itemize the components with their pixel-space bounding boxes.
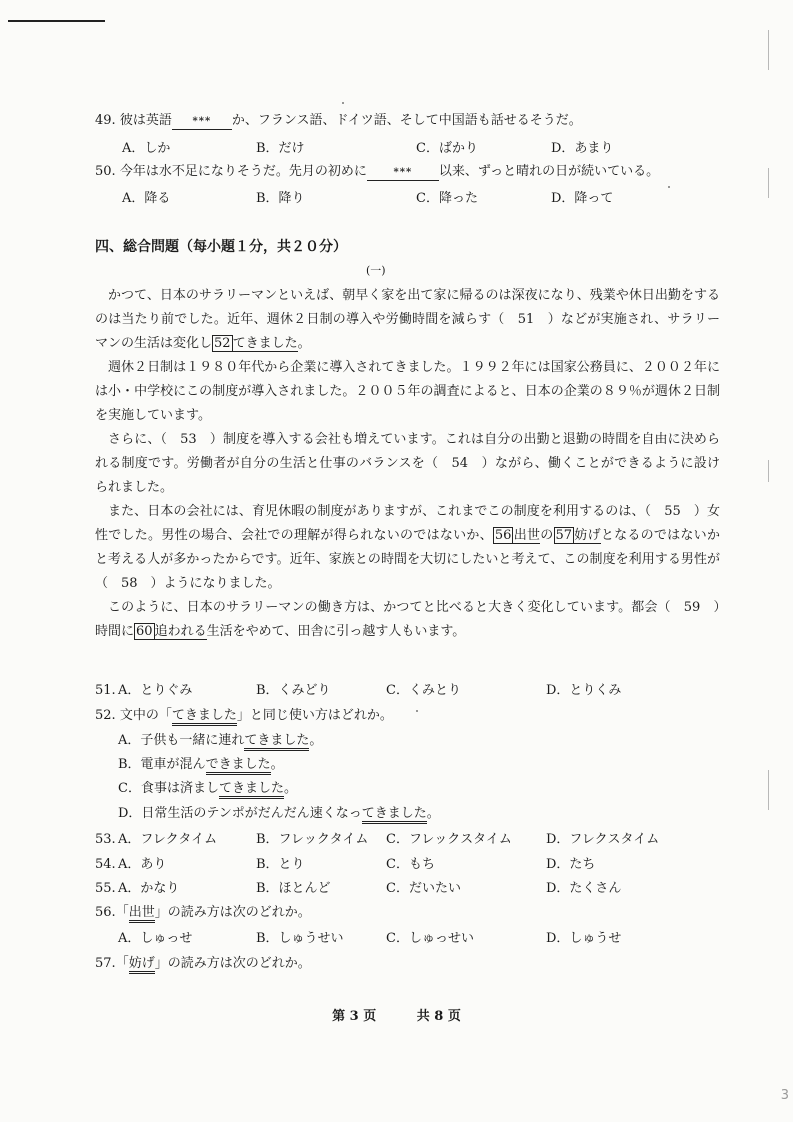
question-49	[95, 112, 582, 130]
q50-option-b: B．降り	[256, 191, 305, 206]
q51-option-d: D．とりくみ	[546, 683, 622, 698]
scan-edge-mark	[768, 770, 769, 810]
page-number: 第 3 页	[332, 1009, 377, 1024]
question-50	[95, 163, 659, 181]
q51-option-b: B．くみどり	[256, 683, 331, 698]
scan-dot	[668, 186, 670, 188]
q52-option-b: B．電車が混んできました。	[118, 756, 284, 774]
question-56: 56.「出世」の読み方は次のどれか。	[95, 904, 311, 922]
question-52: 52. 文中の「てきました」と同じ使い方はどれか。	[95, 707, 393, 725]
q50-option-d: D．降って	[551, 191, 614, 206]
q52-option-c: C．食事は済ましてきました。	[118, 780, 297, 798]
double-underlined-word: 妨げ	[129, 956, 155, 974]
q56-option-a: A．しゅっせ	[118, 931, 193, 946]
underlined-phrase-52: てきました	[232, 336, 298, 351]
page-footer	[0, 1005, 793, 1024]
question-text-post: 以来、ずっと晴れの日が続いている。	[438, 164, 660, 179]
q55-option-b: B．ほとんど	[256, 881, 331, 896]
question-text-pre: 彼は英語	[119, 113, 172, 128]
underlined-phrase-60: 追われる	[154, 624, 207, 639]
q54-option-a: A．あり	[118, 857, 167, 872]
q53-option-c: C．フレックスタイム	[386, 832, 512, 847]
q54-option-d: D．たち	[546, 857, 596, 872]
q56-option-d: D．しゅうせ	[546, 931, 622, 946]
passage-paragraph-1: かつて、日本のサラリーマンといえば、朝早く家を出て家に帰るのは深夜になり、残業や休日出勤をするのは当たり前でした。近年、週休２日制の導入や労働時間を減らす（ 51 ）などが実施され、サラリーマンの生活は変化し 52 てきました。	[95, 288, 720, 351]
section-title: 四、総合問題（每小題１分，共２０分）	[95, 239, 347, 255]
scan-edge-mark	[768, 168, 769, 198]
q53-option-a: A．フレクタイム	[118, 832, 218, 847]
passage-paragraph-5: このように、日本のサラリーマンの働き方は、かつてと比べると大きく変化しています。都会（ 59 ）時間に 60 追われる生活をやめて、田舎に引っ越す人もいます。	[95, 600, 720, 639]
double-underlined-phrase: てきました	[172, 708, 237, 726]
question-text-post: か、フランス語、ドイツ語、そして中国語も話せるそうだ。	[231, 113, 582, 128]
scan-edge-mark	[768, 30, 769, 70]
scan-dot	[342, 102, 344, 104]
answer-blank: ***	[367, 166, 439, 181]
page-total: 共 8 页	[416, 1009, 461, 1024]
passage-paragraph-2: 週休２日制は１９８０年代から企業に導入されてきました。１９９２年には国家公務員に、２００２年には小・中学校にこの制度が導入されました。２００５年の調査によると、日本の企業の８９％が週休２日制を実施しています。	[95, 360, 720, 423]
top-rule	[8, 20, 105, 22]
q51-number: 51.	[95, 683, 116, 698]
q49-option-c: C．ばかり	[416, 141, 478, 156]
q50-option-a: A．降る	[122, 191, 171, 206]
question-number: 49.	[95, 113, 116, 128]
double-underlined-word: 出世	[129, 905, 155, 923]
q51-option-a: A．とりぐみ	[118, 683, 193, 698]
scan-edge-mark	[768, 460, 769, 482]
passage-number: (一)	[366, 264, 386, 277]
q49-option-b: B．だけ	[256, 141, 305, 156]
q49-option-a: A．しか	[122, 141, 171, 156]
question-number: 50.	[95, 164, 116, 179]
q55-option-c: C．だいたい	[386, 881, 461, 896]
q56-option-b: B．しゅうせい	[256, 931, 344, 946]
q52-option-d: D．日常生活のテンポがだんだん速くなってきました。	[118, 805, 440, 823]
question-57: 57.「妨げ」の読み方は次のどれか。	[95, 955, 311, 973]
q52-option-a: A．子供も一緒に連れてきました。	[118, 732, 322, 750]
q51-option-c: C．くみとり	[386, 683, 461, 698]
q54-option-c: C．もち	[386, 857, 435, 872]
q49-option-d: D．あまり	[551, 141, 614, 156]
blank-box-56: 56	[494, 528, 512, 543]
scan-dot	[416, 710, 418, 712]
q55-number: 55.	[95, 881, 116, 896]
q56-option-c: C．しゅっせい	[386, 931, 474, 946]
passage-paragraph-3: さらに、（ 53 ）制度を導入する会社も増えています。これは自分の出勤と退勤の時間を自由に決められる制度です。労働者が自分の生活と仕事のバランスを（ 54 ）ながら、働くことができるように設けられました。	[95, 432, 720, 495]
q53-option-d: D．フレクスタイム	[546, 832, 660, 847]
underlined-phrase-57: 妨げ	[574, 528, 601, 543]
q55-option-d: D．たくさん	[546, 881, 622, 896]
q54-option-b: B．とり	[256, 857, 305, 872]
q55-option-a: A．かなり	[118, 881, 180, 896]
answer-blank: ***	[172, 115, 232, 130]
q53-option-b: B．フレックタイム	[256, 832, 369, 847]
question-text-pre: 今年は水不足になりそうだ。先月の初めに	[119, 164, 367, 179]
corner-page-mark: 3	[780, 1088, 789, 1103]
q53-number: 53.	[95, 832, 116, 847]
underlined-phrase-56: 出世	[513, 528, 541, 543]
blank-box-60: 60	[136, 624, 153, 639]
q50-option-c: C．降った	[416, 191, 478, 206]
passage-paragraph-4: また、日本の会社には、育児休暇の制度がありますが、これまでこの制度を利用するのは、（ 55 ）女性でした。男性の場合、会社での理解が得られないのではないか、 56 出世の 57 妨げとなるのではないかと考える人が多かったからです。近年、家族との時間を大切にしたいと考えて、この制度を利用する男性が（ 58 ）ようになりました。	[95, 504, 720, 591]
blank-box-52: 52	[214, 336, 231, 351]
q54-number: 54.	[95, 857, 116, 872]
blank-box-57: 57	[555, 528, 573, 543]
reading-passage	[95, 284, 720, 644]
